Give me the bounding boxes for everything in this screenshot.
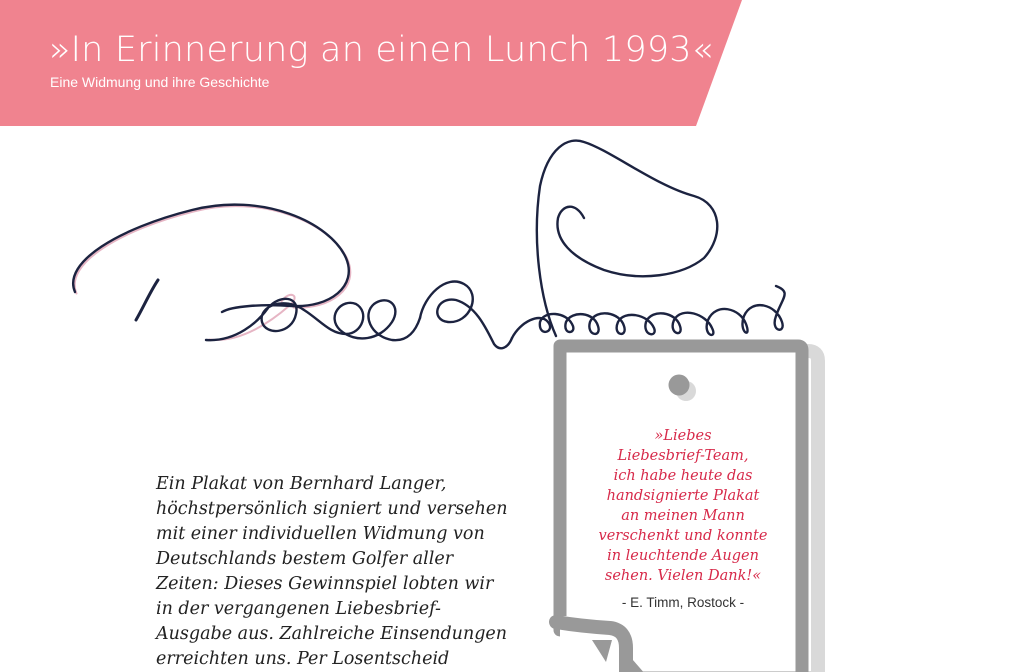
article-line: Zeiten: Dieses Gewinnspiel lobten wir <box>156 574 494 594</box>
testimonial-tag <box>540 338 840 672</box>
quote-line: Liebesbrief-Team, <box>617 448 749 464</box>
article-line: erreichten uns. Per Losentscheid <box>156 649 450 669</box>
article-line: Deutschlands bestem Golfer aller <box>156 549 454 569</box>
quote-line: verschenkt und konnte <box>598 528 768 544</box>
page-subtitle: Eine Widmung und ihre Geschichte <box>50 74 270 90</box>
article-line: Ausgabe aus. Zahlreiche Einsendungen <box>156 624 508 644</box>
testimonial-quote <box>588 426 778 586</box>
quote-line: »Liebes <box>654 428 712 444</box>
page-title: »In Erinnerung an einen Lunch 1993« <box>49 30 714 70</box>
quote-line: sehen. Vielen Dank!« <box>604 568 762 584</box>
article-line: mit einer individuellen Widmung von <box>156 524 485 544</box>
article-line: in der vergangenen Liebesbrief- <box>156 599 441 619</box>
article-line: höchstpersönlich signiert und versehen <box>156 499 508 519</box>
quote-line: in leuchtende Augen <box>607 548 759 564</box>
quote-line: an meinen Mann <box>621 508 745 524</box>
article-text <box>156 472 516 672</box>
testimonial-author: - E. Timm, Rostock - <box>621 595 745 610</box>
quote-line: handsignierte Plakat <box>606 488 760 504</box>
signature-image <box>0 126 1024 416</box>
quote-line: ich habe heute das <box>613 468 753 484</box>
article-line: Ein Plakat von Bernhard Langer, <box>156 474 447 494</box>
header-banner <box>0 0 1024 126</box>
